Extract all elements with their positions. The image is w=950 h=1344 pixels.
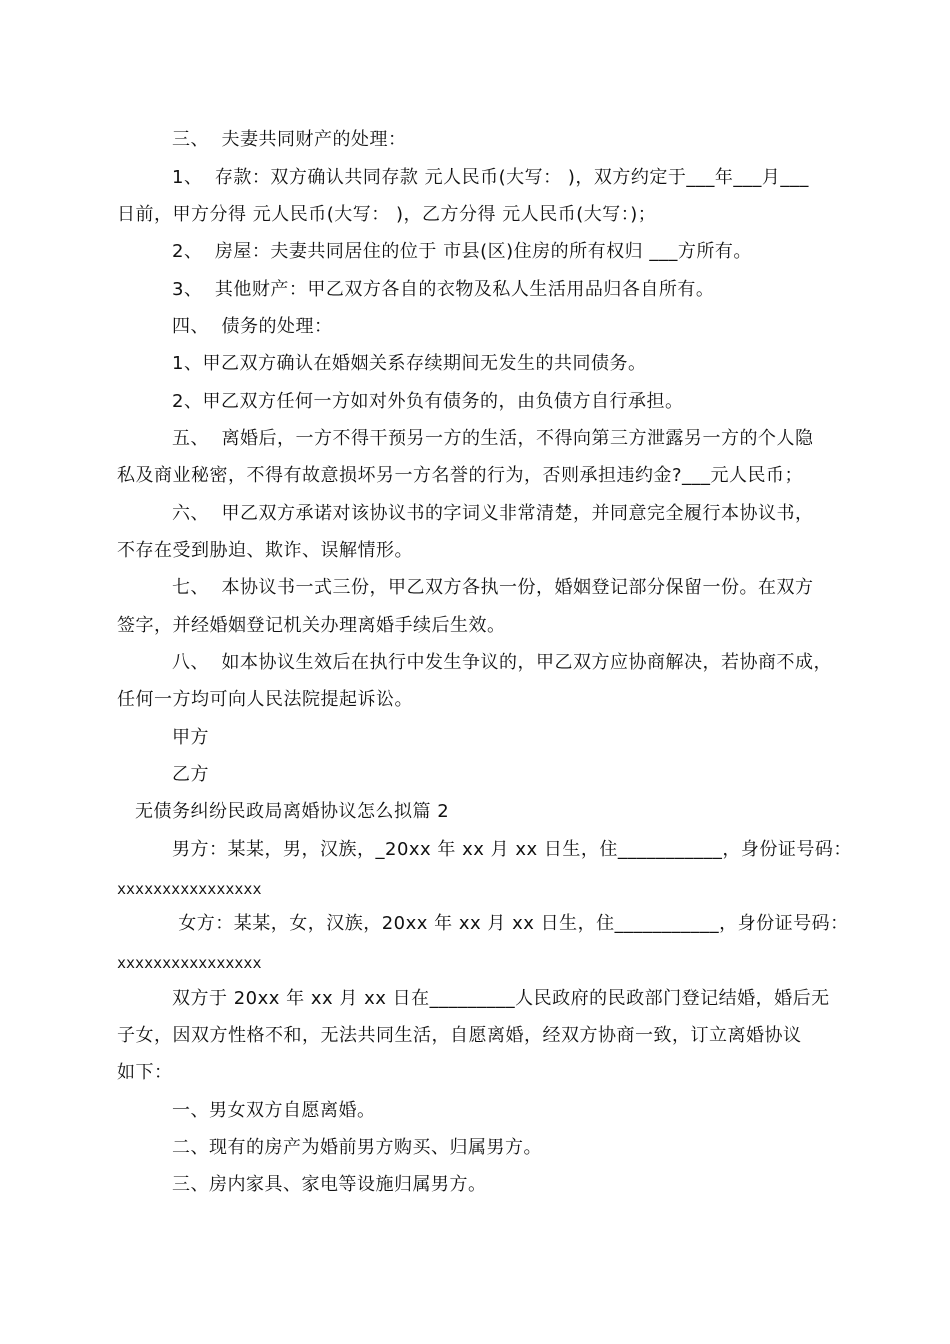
section-7-line-2: 签字，并经婚姻登记机关办理离婚手续后生效。 <box>117 615 506 636</box>
section-5-line-1: 五、 离婚后，一方不得干预另一方的生活，不得向第三方泄露另一方的个人隐 <box>172 428 814 449</box>
female-id-number: xxxxxxxxxxxxxxxx <box>117 954 262 972</box>
clause-3-3: 3、 其他财产：甲乙双方各自的衣物及私人生活用品归各自所有。 <box>172 279 715 300</box>
section-5-line-2: 私及商业秘密，不得有故意损坏另一方名誉的行为，否则承担违约金?___元人民币； <box>117 465 804 486</box>
section-6-line-1: 六、 甲乙双方承诺对该协议书的字词义非常清楚，并同意完全履行本协议书， <box>172 503 814 524</box>
clause-3-1-line-2: 日前，甲方分得 元人民币(大写： )，乙方分得 元人民币(大写：)； <box>117 204 657 225</box>
section-title: 无债务纠纷民政局离婚协议怎么拟篇 2 <box>135 801 450 822</box>
male-id-number: xxxxxxxxxxxxxxxx <box>117 880 262 898</box>
clause-4-2: 2、甲乙双方任何一方如对外负有债务的，由负债方自行承担。 <box>172 391 684 412</box>
section-3-heading: 三、 夫妻共同财产的处理： <box>172 129 407 150</box>
party-b-signature: 乙方 <box>172 764 209 785</box>
term-2: 二、现有的房产为婚前男方购买、归属男方。 <box>172 1137 542 1158</box>
section-6-line-2: 不存在受到胁迫、欺诈、误解情形。 <box>117 540 413 561</box>
section-7-line-1: 七、 本协议书一式三份，甲乙双方各执一份，婚姻登记部分保留一份。在双方 <box>172 577 814 598</box>
intro-line-2: 子女，因双方性格不和，无法共同生活，自愿离婚，经双方协商一致，订立离婚协议 <box>117 1025 802 1046</box>
clause-3-2: 2、 房屋：夫妻共同居住的位于 市县(区)住房的所有权归 ___方所有。 <box>172 241 752 262</box>
section-4-heading: 四、 债务的处理： <box>172 316 333 337</box>
clause-4-1: 1、甲乙双方确认在婚姻关系存续期间无发生的共同债务。 <box>172 353 647 374</box>
intro-line-3: 如下： <box>117 1062 173 1083</box>
female-party-line: 女方：某某，女，汉族，20xx 年 xx 月 xx 日生，住___________，身份证号码： <box>172 913 849 934</box>
section-8-line-1: 八、 如本协议生效后在执行中发生争议的，甲乙双方应协商解决，若协商不成， <box>172 652 832 673</box>
clause-3-1-line-1: 1、 存款：双方确认共同存款 元人民币(大写： )，双方约定于___年___月___ <box>172 167 809 188</box>
term-1: 一、男女双方自愿离婚。 <box>172 1100 376 1121</box>
intro-line-1: 双方于 20xx 年 xx 月 xx 日在_________人民政府的民政部门登记结婚，婚后无 <box>172 988 830 1009</box>
term-3: 三、房内家具、家电等设施归属男方。 <box>172 1174 487 1195</box>
party-a-signature: 甲方 <box>172 727 209 748</box>
male-party-line: 男方：某某，男，汉族，_20xx 年 xx 月 xx 日生，住___________，身份证号码： <box>172 839 852 860</box>
section-8-line-2: 任何一方均可向人民法院提起诉讼。 <box>117 689 413 710</box>
